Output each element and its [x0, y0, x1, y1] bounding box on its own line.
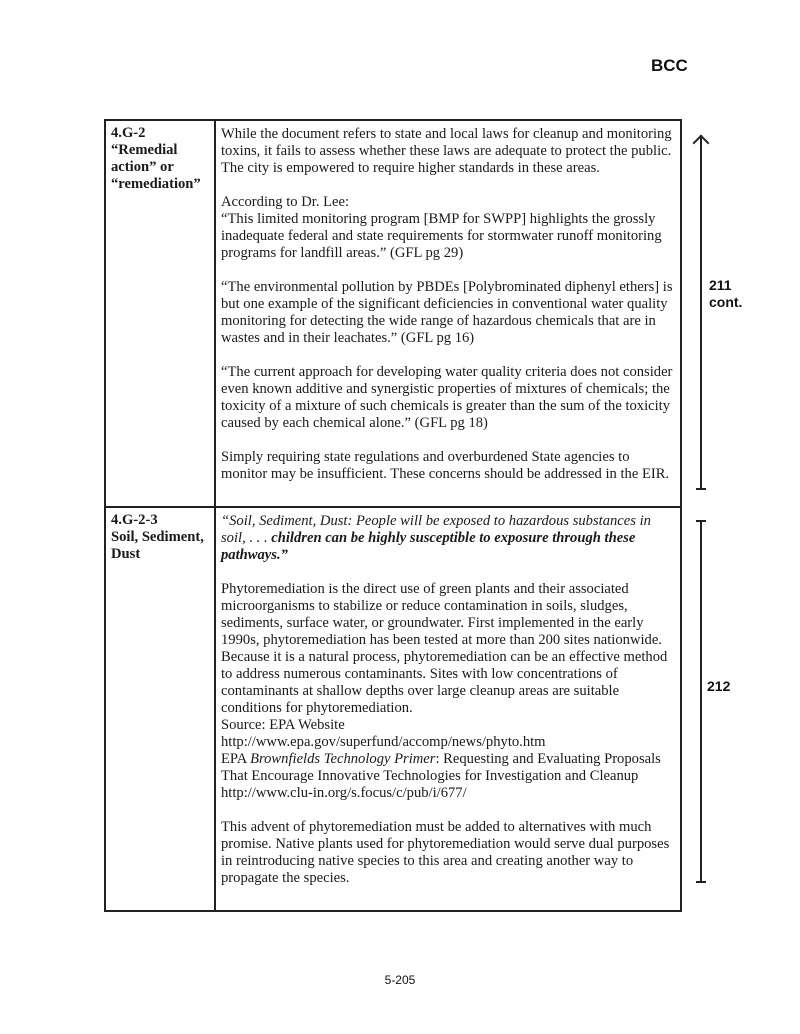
- page-number: 5-205: [384, 973, 416, 987]
- topic-id: 4.G-2-3: [111, 512, 158, 528]
- topic-title-line: “Remedial: [111, 142, 178, 158]
- quote-italic: “Soil, Sediment, Dust: People will be exposed to hazardous substances in soil, . . .: [221, 513, 651, 546]
- topic-title-line: Dust: [111, 546, 141, 562]
- topic-title-line: “remediation”: [111, 176, 201, 192]
- source-url: http://www.epa.gov/superfund/accomp/news/phyto.htm: [221, 734, 546, 750]
- comment-paragraph: Simply requiring state regulations and overburdened State agencies to monitor may be insufficient. These concerns should be addressed in the EIR.: [221, 449, 670, 482]
- comment-row-212: [106, 506, 680, 910]
- quoted-excerpt: [221, 513, 676, 564]
- source-url: http://www.clu-in.org/s.focus/c/pub/i/677/: [221, 785, 467, 801]
- comment-table: [104, 119, 682, 912]
- topic-title-line: action” or: [111, 159, 174, 175]
- bracket-end-tick: [696, 488, 706, 490]
- document-tag: BCC: [651, 56, 688, 75]
- epa-reference-title: Brownfields Technology Primer: [250, 751, 436, 767]
- quote-paragraph: “This limited monitoring program [BMP for SWPP] highlights the grossly inadequate federal and state requirements for stormwater runoff monitoring programs for landfill areas.” (GFL pg 29): [221, 211, 662, 261]
- quote-bold-italic: children can be highly susceptible to exposure through these pathways.”: [221, 530, 636, 563]
- comment-paragraph: Phytoremediation is the direct use of green plants and their associated microorganisms to stabilize or reduce contamination in soils, sludges, sediments, surface water, or groundwater. First implemented in the early 1990s, phytoremediation has been tested at more than 200 sites nationwide. Because it is a natural process, phytoremediation can be an effective method to address numerous contaminants. Sites with low concentrations of contaminants at shallow depths over large cleanup areas are suitable conditions for phytoremediation.: [221, 581, 668, 716]
- topic-id: 4.G-2: [111, 125, 146, 141]
- comment-row-211: [106, 121, 680, 506]
- quote-paragraph: “The environmental pollution by PBDEs [Polybrominated diphenyl ethers] is but one example of the significant deficiencies in conventional water quality monitoring for detecting the wide range of hazardous chemicals that are in wastes and in their leachates.” (GFL pg 16): [221, 279, 673, 346]
- bracket-end-tick: [696, 881, 706, 883]
- topic-cell: [106, 121, 216, 506]
- comment-paragraph: This advent of phytoremediation must be added to alternatives with much promise. Native plants used for phytoremediation would serve dual purposes in reintroducing native species to this area and creating another way to propagate the species.: [221, 819, 670, 886]
- comment-paragraph: According to Dr. Lee:: [221, 194, 350, 210]
- source-label: Source: EPA Website: [221, 717, 345, 733]
- quote-paragraph: “The current approach for developing water quality criteria does not consider even known additive and synergistic properties of mixtures of chemicals; the toxicity of a mixture of such chemicals is greater than the sum of the toxicity caused by each chemical alone.” (GFL pg 18): [221, 364, 673, 431]
- comment-cell: [216, 121, 680, 506]
- comment-number-label: 211 cont.: [709, 277, 743, 310]
- bracket-line: [700, 137, 702, 489]
- epa-reference: EPA Brownfields Technology Primer: Requesting and Evaluating Proposals That Encourage Innovative Technologies for Investigation and Cleanup: [221, 751, 661, 784]
- topic-cell: [106, 508, 216, 910]
- comment-number-label: 212: [707, 678, 731, 694]
- comment-cell: [216, 508, 680, 910]
- comment-paragraph: While the document refers to state and local laws for cleanup and monitoring toxins, it fails to assess whether these laws are adequate to protect the public. The city is empowered to require higher standards in these areas.: [221, 126, 672, 176]
- bracket-line: [700, 520, 702, 882]
- topic-title-line: Soil, Sediment,: [111, 529, 204, 545]
